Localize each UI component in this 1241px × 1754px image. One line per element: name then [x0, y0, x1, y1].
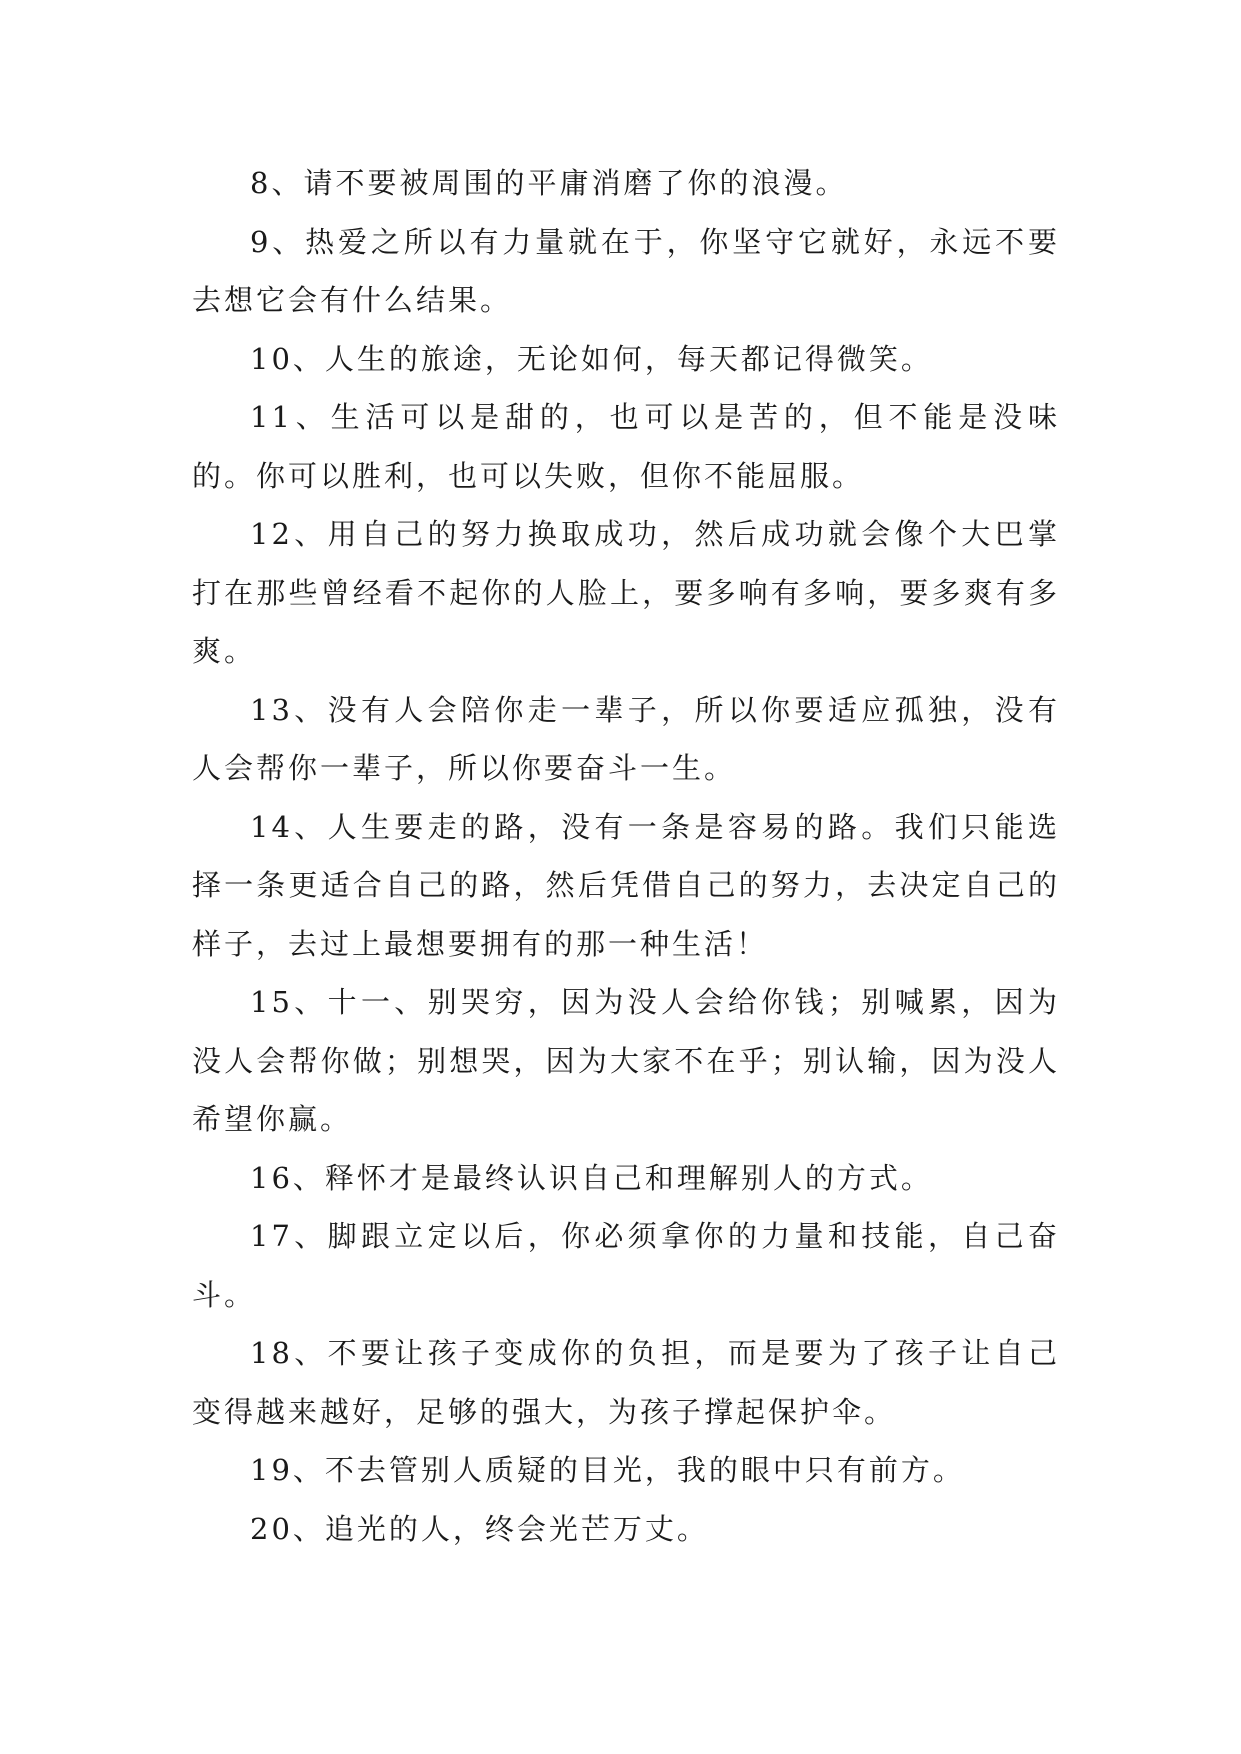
paragraph-8: 8、请不要被周围的平庸消磨了你的浪漫。 [250, 166, 848, 200]
paragraph-18: 18、不要让孩子变成你的负担，而是要为了孩子让自己变得越来越好，足够的强大，为孩子撑起保护伞。 [192, 1336, 1060, 1429]
paragraph-15: 15、十一、别哭穷，因为没人会给你钱；别喊累，因为没人会帮你做；别想哭，因为大家不在乎；别认输，因为没人希望你赢。 [192, 985, 1060, 1136]
paragraph-11: 11、生活可以是甜的，也可以是苦的，但不能是没味的。你可以胜利，也可以失败，但你不能屈服。 [192, 400, 1060, 493]
document-body [192, 154, 1060, 1558]
paragraph-17: 17、脚跟立定以后，你必须拿你的力量和技能，自己奋斗。 [192, 1219, 1060, 1312]
paragraph-10: 10、人生的旅途，无论如何，每天都记得微笑。 [250, 341, 933, 376]
paragraph-13: 13、没有人会陪你走一辈子，所以你要适应孤独，没有人会帮你一辈子，所以你要奋斗一生。 [192, 692, 1060, 785]
paragraph-14: 14、人生要走的路，没有一条是容易的路。我们只能选择一条更适合自己的路，然后凭借自己的努力，去决定自己的样子，去过上最想要拥有的那一种生活！ [192, 809, 1060, 961]
paragraph-16: 16、释怀才是最终认识自己和理解别人的方式。 [250, 1160, 933, 1195]
paragraph-12: 12、用自己的努力换取成功，然后成功就会像个大巴掌打在那些曾经看不起你的人脸上，要多响有多响，要多爽有多爽。 [192, 517, 1060, 668]
paragraph-20: 20、追光的人，终会光芒万丈。 [250, 1511, 709, 1546]
paragraph-19: 19、不去管别人质疑的目光，我的眼中只有前方。 [250, 1453, 965, 1487]
paragraph-9: 9、热爱之所以有力量就在于，你坚守它就好，永远不要去想它会有什么结果。 [192, 224, 1060, 317]
